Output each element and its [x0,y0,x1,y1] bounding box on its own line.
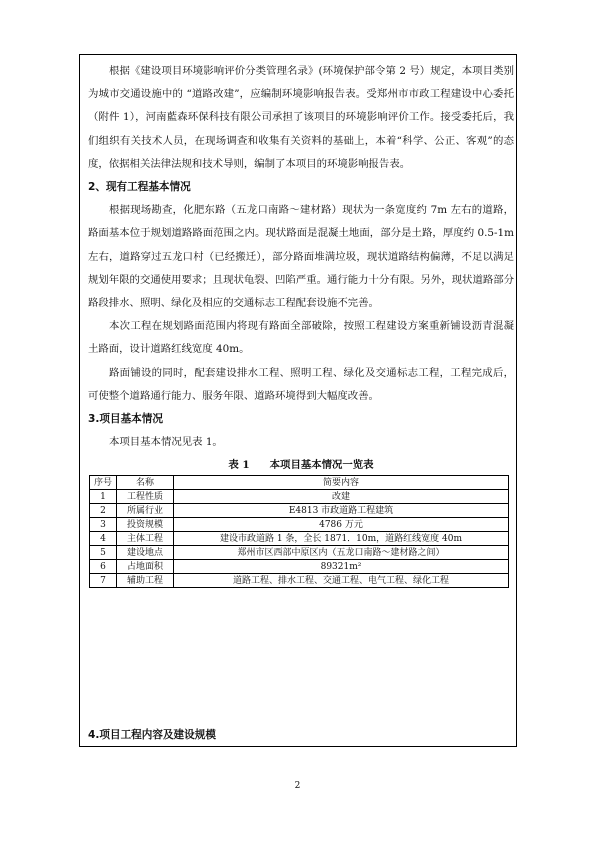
row-number: 4 [90,532,117,546]
section-2-paragraph-2: 本次工程在规划路面范围内将现有路面全部破除，按照工程建设方案重新铺设沥青混凝土路面，设计道路红线宽度 40m。 [88,320,514,356]
table-row [90,574,509,588]
section-4-heading: 4.项目工程内容及建设规模 [88,729,216,741]
section-2-paragraph-3: 路面铺设的同时，配套建设排水工程、照明工程、绿化及交通标志工程，工程完成后，可使整个道路通行能力、服务年限、道路环境得到大幅度改善。 [88,366,514,402]
table-row [90,560,509,574]
table-row [90,546,509,560]
section-2-paragraph-1: 根据现场勘查，化肥东路（五龙口南路～建材路）现状为一条宽度约 7m 左右的道路，路面基本位于规划道路路面范围之内。现状路面是混凝土地面，部分是土路，厚度约 0.5-1m 左右，道路穿过五龙口村（已经搬迁），部分路面堆满垃圾，现状道路结构偏薄，不足以满足规划年限的交通使用要求；且现状龟裂、凹陷严重。通行能力十分有限。另外，现状道路部分路段排水、照明、绿化及相应的交通标志工程配套设施不完善。 [88,204,515,310]
row-name: 所属行业 [117,504,174,518]
header-cell-content: 简要内容 [174,476,509,490]
section-3-paragraph-1: 本项目基本情况见表 1。 [109,436,223,449]
header-cell-name: 名称 [117,476,174,490]
row-content: E4813 市政道路工程建筑 [174,504,509,518]
page-content [88,60,514,588]
page-number: 2 [294,781,301,791]
row-name: 占地面积 [117,560,174,574]
row-number: 2 [90,504,117,518]
table-row [90,504,509,518]
row-content: 89321m² [174,560,509,574]
table-caption [88,455,514,475]
table-row [90,532,509,546]
row-name: 辅助工程 [117,574,174,588]
section-3-heading: 3.项目基本情况 [88,413,163,426]
row-content: 4786 万元 [174,518,509,532]
row-content: 道路工程、排水工程、交通工程、电气工程、绿化工程 [174,574,509,588]
project-info-table [89,475,509,588]
section-2-heading: 2、现有工程基本情况 [88,181,191,194]
row-number: 1 [90,490,117,504]
row-content: 建设市政道路 1 条，全长 1871．10m，道路红线宽度 40m [174,532,509,546]
row-number: 3 [90,518,117,532]
table-caption-number: 表 1 [228,459,250,472]
row-number: 6 [90,560,117,574]
row-content: 改建 [174,490,509,504]
row-name: 建设地点 [117,546,174,560]
intro-paragraph: 根据《建设项目环境影响评价分类管理名录》(环境保护部令第 2 号）规定，本项目类别为城市交通设施中的 “道路改建”，应编制环境影响报告表。受郑州市市政工程建设中心委托（附件 1），河南藍森环保科技有限公司承担了该项目的环境影响评价工作。接受委托后，我们组织有关技术人员，在现场调查和收集有关资料的基础上，本着“科学、公正、客观”的态度，依据相关法律法规和技术导则，编制了本项目的环境影响报告表。 [88,65,514,170]
table-header-row [90,476,509,490]
row-name: 主体工程 [117,532,174,546]
row-number: 5 [90,546,117,560]
row-content: 郑州市区西部中原区内（五龙口南路～建材路之间） [174,546,509,560]
header-cell-no: 序号 [90,476,117,490]
row-name: 投资规模 [117,518,174,532]
row-name: 工程性质 [117,490,174,504]
row-number: 7 [90,574,117,588]
table-row [90,490,509,504]
table-caption-title: 本项目基本情况一览表 [269,459,374,472]
table-row [90,518,509,532]
